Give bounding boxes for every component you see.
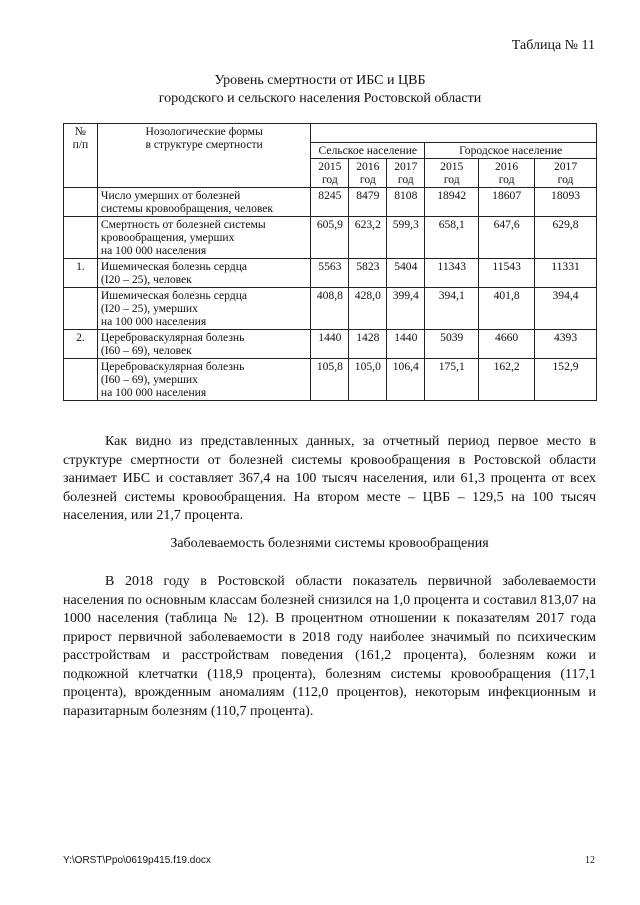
row-value: 5823 [349, 259, 387, 288]
row-number [64, 217, 98, 259]
row-value: 8245 [311, 188, 349, 217]
row-name: Цереброваскулярная болезнь (I60 – 69), человек [97, 330, 310, 359]
row-number: 2. [64, 330, 98, 359]
row-value: 629,8 [535, 217, 597, 259]
header-nosological-forms: Нозологические формы в структуре смертности [97, 124, 310, 188]
row-value: 4660 [479, 330, 535, 359]
table-number-label: Таблица № 11 [511, 38, 595, 53]
row-name: Ишемическая болезнь сердца (I20 – 25), человек [97, 259, 310, 288]
row-value: 11331 [535, 259, 597, 288]
header-year: 2017 год [535, 159, 597, 188]
row-name: Смертность от болезней системы кровообращения, умерших на 100 000 населения [97, 217, 310, 259]
row-value: 11343 [425, 259, 479, 288]
row-value: 175,1 [425, 359, 479, 401]
row-value: 1428 [349, 330, 387, 359]
row-value: 1440 [311, 330, 349, 359]
footer-file-path: Y:\ORST\Ppo\0619p415.f19.docx [63, 855, 211, 866]
row-value: 408,8 [311, 288, 349, 330]
row-value: 18942 [425, 188, 479, 217]
row-value: 658,1 [425, 217, 479, 259]
row-value: 8108 [387, 188, 425, 217]
row-value: 605,9 [311, 217, 349, 259]
row-value: 162,2 [479, 359, 535, 401]
paragraph-2: В 2018 году в Ростовской области показатель первичной заболеваемости населения по основным классам болезней снизился на 1,0 процента и составил 813,07 на 1000 населения (таблица № 12). В процентном отношении к показателям 2017 года прирост первичной заболеваемости в 2018 году наиболее значимый по психическим расстройствам и расстройствам поведения (161,2 процента), болезням кожи и подкожной клетчатки (118,9 процента), болезням системы кровообращения (117,1 процента), врожденным аномалиям (112,0 процентов), некоторым инфекционным и паразитарным болезням (110,7 процента). [63, 574, 596, 719]
paragraph-1: Как видно из представленных данных, за отчетный период первое место в структуре смертности от болезней системы кровообращения в Ростовской области занимает ИБС и составляет 367,4 на 100 тысяч населения, или 61,3 процента от всех болезней системы кровообращения. На втором месте – ЦВБ – 129,5 на 100 тысяч населения, или 21,7 процента. [63, 434, 596, 523]
row-value: 401,8 [479, 288, 535, 330]
table-title [60, 72, 580, 108]
row-value: 394,1 [425, 288, 479, 330]
table-row [64, 359, 597, 401]
row-value: 399,4 [387, 288, 425, 330]
row-value: 152,9 [535, 359, 597, 401]
row-number: 1. [64, 259, 98, 288]
row-value: 8479 [349, 188, 387, 217]
header-year: 2015 год [425, 159, 479, 188]
row-value: 647,6 [479, 217, 535, 259]
table-row [64, 217, 597, 259]
row-value: 1440 [387, 330, 425, 359]
table-row [64, 330, 597, 359]
row-value: 623,2 [349, 217, 387, 259]
row-name: Ишемическая болезнь сердца (I20 – 25), умерших на 100 000 населения [97, 288, 310, 330]
row-number [64, 359, 98, 401]
row-value: 4393 [535, 330, 597, 359]
row-number [64, 188, 98, 217]
row-value: 18607 [479, 188, 535, 217]
row-value: 11543 [479, 259, 535, 288]
header-year: 2015 год [311, 159, 349, 188]
row-value: 105,8 [311, 359, 349, 401]
row-value: 394,4 [535, 288, 597, 330]
row-value: 428,0 [349, 288, 387, 330]
row-number [64, 288, 98, 330]
table-title-line-2: городского и сельского населения Ростовской области [158, 91, 482, 106]
page-number: 12 [585, 855, 595, 866]
table-row [64, 188, 597, 217]
table-row [64, 259, 597, 288]
header-spacer [311, 124, 597, 143]
row-value: 18093 [535, 188, 597, 217]
row-value: 105,0 [349, 359, 387, 401]
mortality-table [63, 123, 597, 401]
row-value: 599,3 [387, 217, 425, 259]
row-value: 106,4 [387, 359, 425, 401]
header-urban: Городское население [425, 143, 597, 159]
row-name: Цереброваскулярная болезнь (I60 – 69), умерших на 100 000 населения [97, 359, 310, 401]
row-value: 5563 [311, 259, 349, 288]
row-name: Число умерших от болезней системы кровообращения, человек [97, 188, 310, 217]
table-title-line-1: Уровень смертности от ИБС и ЦВБ [214, 73, 426, 88]
row-value: 5039 [425, 330, 479, 359]
header-year: 2016 год [479, 159, 535, 188]
row-value: 5404 [387, 259, 425, 288]
header-year: 2016 год [349, 159, 387, 188]
table-row [64, 288, 597, 330]
header-rural: Сельское население [311, 143, 425, 159]
section-subheading: Заболеваемость болезнями системы кровообращения [170, 536, 489, 551]
header-no: № п/п [64, 124, 98, 188]
header-year: 2017 год [387, 159, 425, 188]
